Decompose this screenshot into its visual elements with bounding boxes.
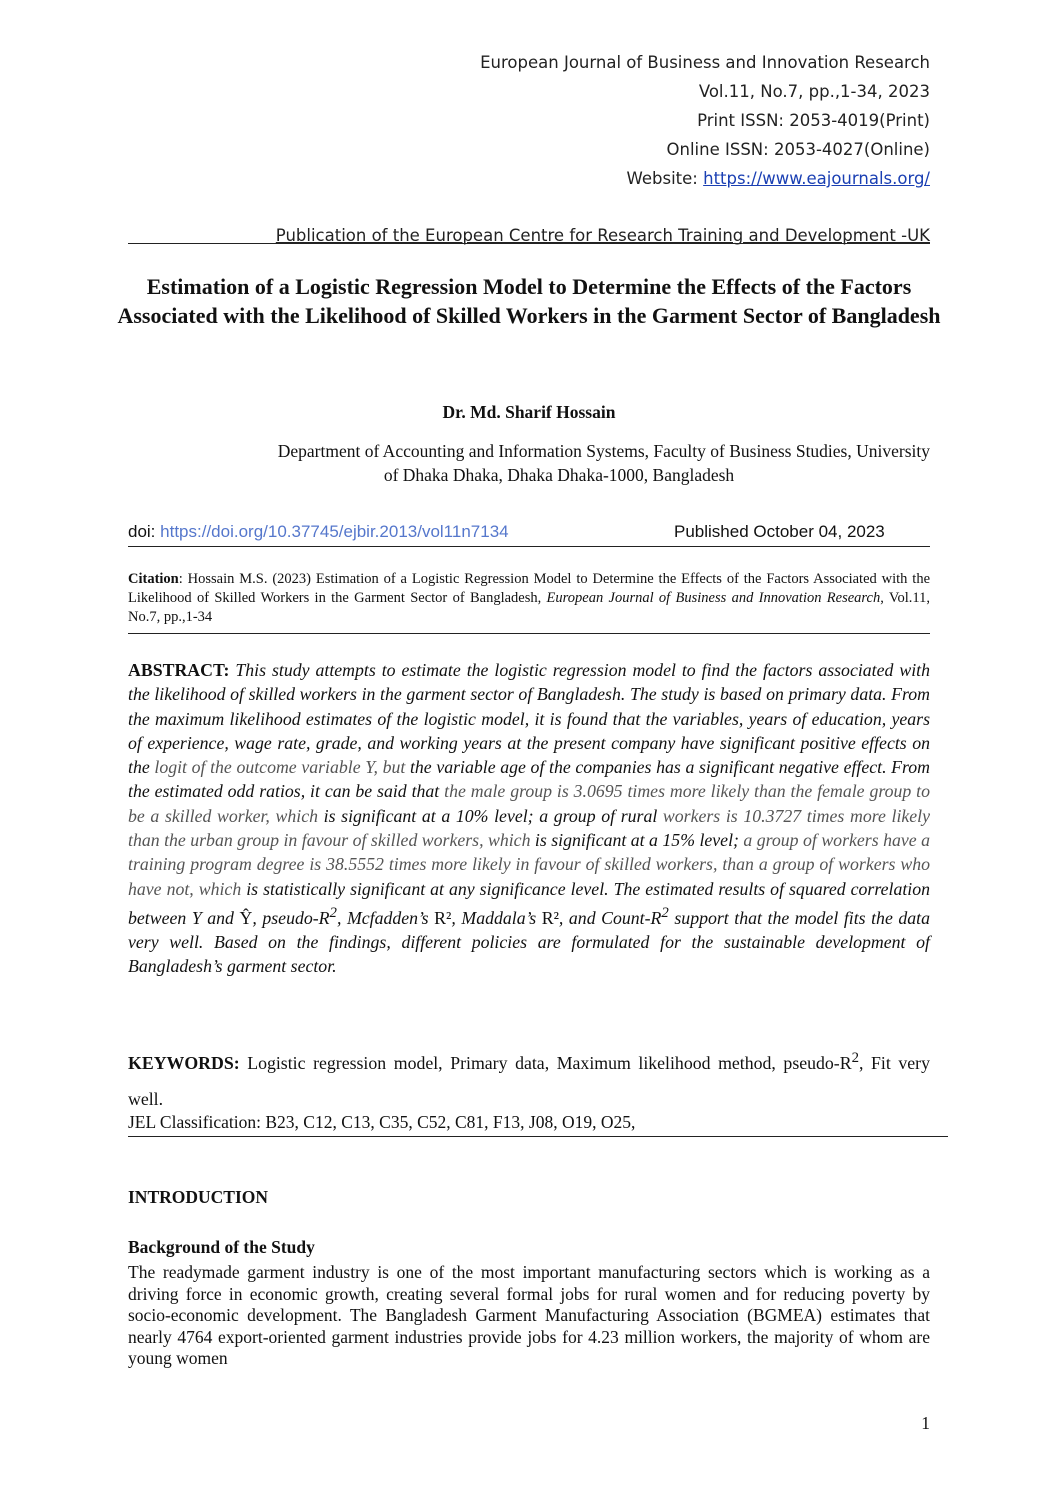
doi-row bbox=[128, 522, 930, 542]
keywords-block bbox=[128, 1040, 930, 1117]
website-label: Website: bbox=[626, 169, 704, 188]
citation-divider bbox=[128, 633, 930, 634]
journal-volume: Vol.11, No.7, pp.,1-34, 2023 bbox=[698, 82, 930, 101]
abstract-text: , Mcfadden’s bbox=[336, 907, 435, 928]
abstract-text: is significant at a 10% level; a group of rural bbox=[318, 805, 663, 826]
section-heading-introduction: INTRODUCTION bbox=[128, 1187, 269, 1207]
author-affiliation bbox=[128, 439, 930, 487]
r-squared-symbol: R² bbox=[541, 907, 559, 928]
doi-divider bbox=[128, 546, 930, 547]
abstract-highlight: workers is 10.3727 times more likely than the urban group in favour of skilled workers, which bbox=[128, 805, 930, 851]
publisher-line bbox=[128, 226, 930, 245]
publisher-text: Publication of the European Centre for Research Training and Development -UK bbox=[275, 226, 930, 245]
introduction-paragraph: The readymade garment industry is one of the most important manufacturing sectors which is working as a driving force in economic growth, creating several formal jobs for rural women and for reducing poverty by socio-economic development. The Bangladesh Garment Manufacturing Association (BGMEA) estimates that nearly 4764 export-oriented garment industries provide jobs for 4.23 million workers, the majority of whom are young women bbox=[128, 1262, 930, 1369]
citation-text-2: , Vol.11, No.7, pp.,1-34 bbox=[128, 590, 930, 625]
abstract-text: , pseudo-R bbox=[252, 907, 330, 928]
keywords-text: , Fit very well. bbox=[128, 1052, 930, 1109]
citation-block bbox=[128, 570, 930, 627]
journal-name: European Journal of Business and Innovation Research bbox=[480, 53, 930, 72]
y-hat-symbol: Ŷ bbox=[239, 907, 253, 928]
author-name: Dr. Md. Sharif Hossain bbox=[442, 402, 616, 422]
print-issn: Print ISSN: 2053-4019(Print) bbox=[697, 111, 930, 130]
online-issn: Online ISSN: 2053-4027(Online) bbox=[666, 140, 930, 159]
page-number: 1 bbox=[921, 1413, 930, 1433]
affiliation-line-1: Department of Accounting and Information Systems, Faculty of Business Studies, University bbox=[277, 441, 930, 461]
website-line bbox=[128, 164, 930, 193]
citation-text-1: Hossain M.S. (2023) Estimation of a Logistic Regression Model to Determine the Effects of the Factors Associated with the Likelihood of Skilled Workers in the Garment Sector of Bangladesh, bbox=[128, 571, 930, 606]
paper-title: Estimation of a Logistic Regression Model to Determine the Effects of the Factors Associated with the Likelihood of Skilled Workers in the Garment Sector of Bangladesh bbox=[117, 274, 941, 328]
superscript: 2 bbox=[851, 1050, 860, 1066]
abstract-highlight: the male group is 3.0695 times more likely than the female group to be a skilled worker, which bbox=[128, 781, 930, 826]
journal-header bbox=[128, 48, 930, 193]
subsection-heading-background: Background of the Study bbox=[128, 1237, 315, 1257]
keywords-label: KEYWORDS: bbox=[128, 1052, 240, 1073]
jel-classification: JEL Classification: B23, C12, C13, C35, C52, C81, F13, J08, O19, O25, bbox=[128, 1112, 636, 1132]
jel-divider bbox=[128, 1136, 948, 1137]
abstract-text: is statistically significant at any significance level. The estimated results of squared correlation between Y and bbox=[128, 878, 930, 928]
published-date: Published October 04, 2023 bbox=[674, 522, 885, 541]
abstract-highlight: logit of the outcome variable Y, but bbox=[154, 757, 406, 778]
doi-label: doi: bbox=[128, 522, 161, 541]
superscript: 2 bbox=[661, 904, 669, 921]
superscript: 2 bbox=[329, 904, 337, 921]
website-link[interactable]: https://www.eajournals.org/ bbox=[703, 169, 930, 188]
abstract-label: ABSTRACT: bbox=[128, 660, 230, 680]
citation-label: Citation bbox=[128, 571, 179, 587]
doi-link[interactable]: https://doi.org/10.37745/ejbir.2013/vol11n7134 bbox=[160, 522, 509, 541]
abstract-text: the variable age of the companies has a significant negative effect. From the estimated odd ratios, it can be said that bbox=[128, 757, 931, 802]
citation-sep: : bbox=[178, 571, 188, 587]
affiliation-line-2: of Dhaka Dhaka, Dhaka Dhaka-1000, Bangladesh bbox=[383, 465, 735, 485]
r-squared-symbol: R² bbox=[434, 907, 452, 928]
abstract-text: support that the model fits the data very well. Based on the findings, different policies are formulated for the sustainable development of Bangladesh’s garment sector. bbox=[128, 907, 931, 977]
abstract-text: This study attempts to estimate the logistic regression model to find the factors associated with the likelihood of skilled workers in the garment sector of Bangladesh. The study is based on primary data. From the maximum likelihood estimates of the logistic model, it is found that the variables, years of education, years of experience, wage rate, grade, and working years at the present company have significant positive effects on the bbox=[128, 660, 930, 778]
citation-journal: European Journal of Business and Innovation Research bbox=[546, 590, 881, 606]
keywords-text: Logistic regression model, Primary data, Maximum likelihood method, pseudo-R bbox=[239, 1052, 852, 1073]
abstract-block bbox=[128, 658, 930, 979]
abstract-text: , and Count-R bbox=[558, 907, 662, 928]
abstract-text: is significant at a 15% level; bbox=[530, 830, 744, 851]
abstract-text: , Maddala’s bbox=[451, 907, 542, 928]
abstract-highlight: a group of workers have a training program degree is 38.5552 times more likely in favour of skilled workers, than a group of workers who have not, which bbox=[128, 830, 930, 899]
